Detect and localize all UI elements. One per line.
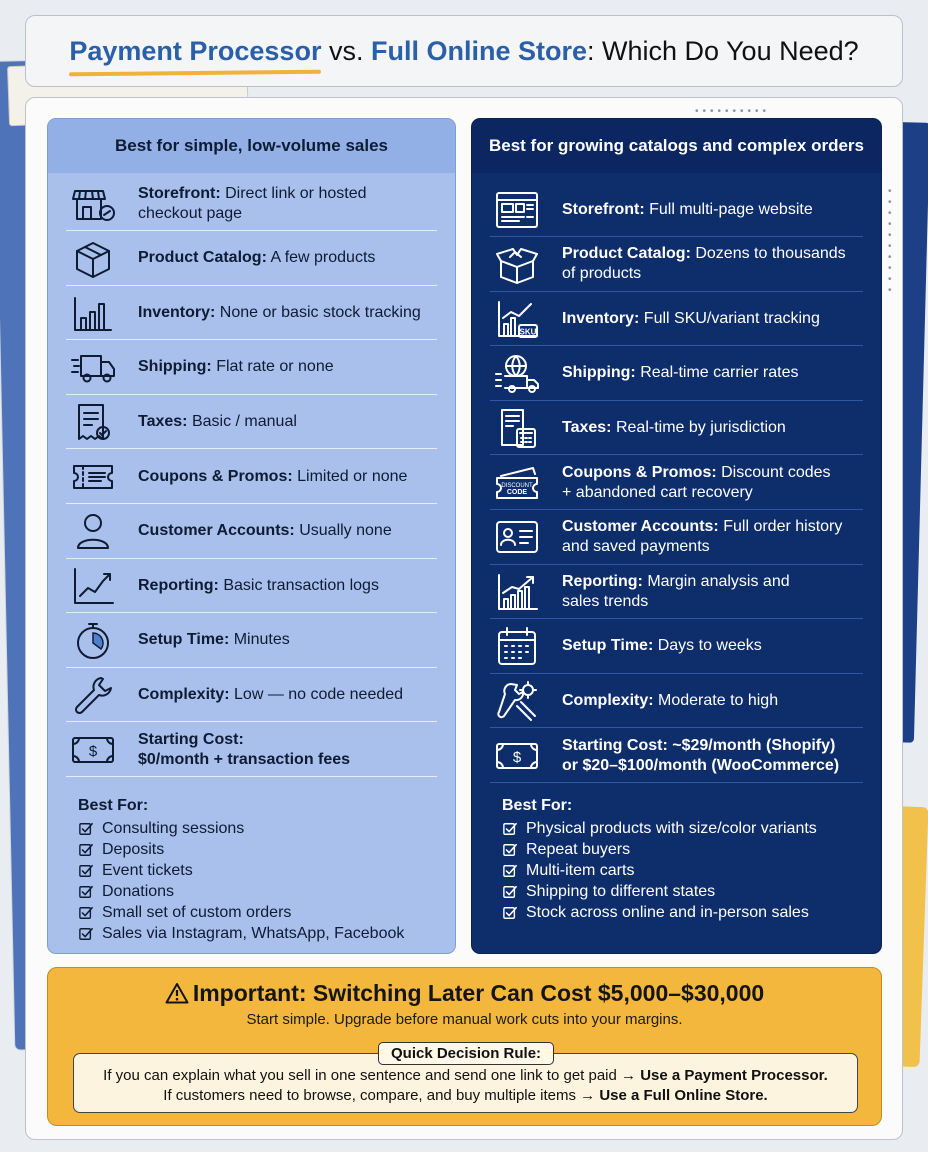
row-icon-wrap bbox=[70, 345, 122, 389]
row-value: Basic / manual bbox=[187, 412, 297, 430]
stopwatch-icon bbox=[70, 619, 116, 661]
row-label: Shipping: bbox=[562, 364, 636, 382]
row-icon-wrap bbox=[70, 455, 122, 499]
row-value: A few products bbox=[266, 249, 376, 267]
row-value: Basic transaction logs bbox=[218, 576, 379, 594]
left-best-for-item bbox=[78, 902, 404, 923]
checkbox-checked-icon bbox=[502, 906, 518, 920]
checkbox-checked-icon bbox=[78, 843, 94, 857]
row-label: Reporting: bbox=[562, 572, 643, 590]
row-text bbox=[546, 572, 790, 612]
left-best-for-item bbox=[78, 923, 404, 944]
row-icon-wrap bbox=[70, 673, 122, 717]
decorative-dots-top: •••••••••• bbox=[695, 106, 771, 117]
right-panel-header: Best for growing catalogs and complex orders bbox=[472, 119, 881, 173]
rule-line-1-text: If you can explain what you sell in one sentence and send one link to get paid → bbox=[103, 1067, 641, 1084]
box-icon bbox=[70, 237, 116, 279]
row-icon-wrap bbox=[70, 291, 122, 335]
row-label: Customer Accounts: bbox=[562, 518, 719, 536]
row-label: Coupons & Promos: bbox=[138, 467, 293, 485]
decision-rule-label: Quick Decision Rule: bbox=[378, 1042, 554, 1065]
right-row-3 bbox=[490, 292, 863, 346]
best-for-text: Physical products with size/color variants bbox=[526, 820, 817, 837]
right-row-1 bbox=[490, 183, 863, 237]
row-text bbox=[546, 463, 831, 503]
row-value: Full SKU/variant tracking bbox=[639, 309, 820, 327]
row-label: Product Catalog: bbox=[138, 249, 267, 267]
row-text bbox=[122, 630, 290, 650]
wrench-icon bbox=[70, 674, 116, 716]
warning-triangle-icon bbox=[165, 982, 189, 1004]
row-text bbox=[546, 636, 762, 656]
svg-text:DISCOUNT: DISCOUNT bbox=[501, 482, 533, 489]
best-for-text: Sales via Instagram, WhatsApp, Facebook bbox=[102, 925, 405, 942]
row-value: Real-time carrier rates bbox=[635, 364, 799, 382]
row-value-2: of products bbox=[562, 265, 642, 283]
discount-code-icon bbox=[494, 462, 540, 504]
right-best-for-title: Best For: bbox=[502, 797, 573, 814]
row-value-2: $0/month + transaction fees bbox=[138, 750, 351, 768]
row-label: Complexity: bbox=[562, 691, 654, 709]
row-text bbox=[546, 200, 813, 220]
right-row-6 bbox=[490, 456, 863, 510]
sku-chart-icon bbox=[494, 298, 540, 340]
best-for-text: Multi-item carts bbox=[526, 862, 635, 879]
best-for-text: Shipping to different states bbox=[526, 883, 716, 900]
row-icon-wrap bbox=[494, 679, 546, 723]
checkbox-checked-icon bbox=[502, 864, 518, 878]
right-row-4 bbox=[490, 347, 863, 401]
row-label: Shipping: bbox=[138, 358, 212, 376]
row-icon-wrap bbox=[70, 728, 122, 772]
left-row-6 bbox=[66, 450, 437, 504]
warning-banner bbox=[47, 967, 882, 1126]
row-label: Starting Cost: bbox=[138, 730, 244, 748]
truck-icon bbox=[70, 346, 116, 388]
right-best-for-item bbox=[502, 881, 817, 902]
row-label: Taxes: bbox=[562, 418, 612, 436]
row-text bbox=[546, 309, 820, 329]
left-row-1 bbox=[66, 177, 437, 231]
right-row-9 bbox=[490, 620, 863, 674]
tax-calculator-icon bbox=[494, 407, 540, 449]
row-value: Full multi-page website bbox=[644, 200, 813, 218]
right-row-10 bbox=[490, 674, 863, 728]
best-for-text: Small set of custom orders bbox=[102, 904, 292, 921]
receipt-check-icon bbox=[70, 401, 116, 443]
row-value: Limited or none bbox=[292, 467, 408, 485]
checkbox-checked-icon bbox=[502, 885, 518, 899]
trend-line-icon bbox=[70, 565, 116, 607]
right-row-5 bbox=[490, 401, 863, 455]
checkbox-checked-icon bbox=[78, 906, 94, 920]
decision-rule-line-2 bbox=[74, 1086, 857, 1106]
row-icon-wrap bbox=[70, 564, 122, 608]
row-text bbox=[546, 363, 798, 383]
row-label: Inventory: bbox=[138, 303, 216, 321]
left-best-for-item bbox=[78, 860, 404, 881]
row-value: Direct link or hosted bbox=[220, 184, 367, 202]
rule-line-2-text: If customers need to browse, compare, and buy multiple items → bbox=[163, 1087, 600, 1104]
rule-line-2-bold: Use a Full Online Store. bbox=[599, 1087, 768, 1104]
rule-line-1-bold: Use a Payment Processor. bbox=[640, 1067, 828, 1084]
row-value: Flat rate or none bbox=[211, 358, 334, 376]
row-icon-wrap bbox=[494, 406, 546, 450]
row-icon-wrap bbox=[494, 734, 546, 778]
website-icon bbox=[494, 189, 540, 231]
best-for-text: Deposits bbox=[102, 841, 165, 858]
title-vs: vs. bbox=[321, 35, 371, 66]
row-icon-wrap bbox=[494, 242, 546, 286]
left-best-for bbox=[78, 795, 404, 944]
row-icon-wrap bbox=[70, 236, 122, 280]
row-value-2: or $20–$100/month (WooCommerce) bbox=[562, 756, 840, 774]
row-icon-wrap bbox=[70, 618, 122, 662]
svg-text:SKU: SKU bbox=[519, 327, 537, 337]
checkbox-checked-icon bbox=[78, 864, 94, 878]
best-for-text: Donations bbox=[102, 883, 175, 900]
warning-subtitle: Start simple. Upgrade before manual work cuts into your margins. bbox=[246, 1011, 683, 1028]
storefront-link-icon bbox=[70, 183, 116, 225]
right-best-for-item bbox=[502, 902, 817, 923]
left-row-3 bbox=[66, 286, 437, 340]
row-label: Storefront: bbox=[138, 184, 221, 202]
left-panel-header: Best for simple, low-volume sales bbox=[48, 119, 455, 173]
row-value-2: sales trends bbox=[562, 592, 649, 610]
globe-truck-icon bbox=[494, 352, 540, 394]
row-icon-wrap bbox=[494, 351, 546, 395]
row-text bbox=[122, 685, 403, 705]
full-online-store-panel bbox=[471, 118, 882, 954]
title-full-online-store: Full Online Store bbox=[370, 35, 587, 66]
decorative-dots-side: • • • • • • • • • • bbox=[888, 186, 892, 296]
dollar-bill-icon bbox=[70, 729, 116, 771]
row-icon-wrap bbox=[70, 182, 122, 226]
row-icon-wrap bbox=[494, 188, 546, 232]
row-icon-wrap bbox=[70, 509, 122, 553]
id-card-icon bbox=[494, 516, 540, 558]
decision-rule-line-1 bbox=[74, 1066, 857, 1086]
svg-text:CODE: CODE bbox=[506, 488, 528, 496]
right-best-for bbox=[502, 795, 817, 923]
right-best-for-item bbox=[502, 818, 817, 839]
user-icon bbox=[70, 510, 116, 552]
warning-title bbox=[48, 980, 881, 1007]
row-value: Low — no code needed bbox=[229, 685, 404, 703]
svg-text:$: $ bbox=[88, 742, 98, 760]
left-row-2 bbox=[66, 232, 437, 286]
row-value-2: and saved payments bbox=[562, 538, 710, 556]
left-best-for-item bbox=[78, 839, 404, 860]
svg-text:$: $ bbox=[512, 748, 522, 766]
best-for-text: Consulting sessions bbox=[102, 820, 245, 837]
checkbox-checked-icon bbox=[502, 843, 518, 857]
row-text bbox=[122, 248, 375, 268]
row-text bbox=[122, 357, 334, 377]
right-best-for-item bbox=[502, 839, 817, 860]
row-label: Product Catalog: bbox=[562, 245, 691, 263]
best-for-text: Event tickets bbox=[102, 862, 193, 879]
left-best-for-item bbox=[78, 881, 404, 902]
left-best-for-title: Best For: bbox=[78, 797, 149, 814]
right-row-8 bbox=[490, 565, 863, 619]
row-value: Usually none bbox=[294, 522, 392, 540]
row-label: Starting Cost: ~$29/month (Shopify) bbox=[562, 736, 836, 754]
row-text bbox=[122, 184, 367, 224]
checkbox-checked-icon bbox=[78, 822, 94, 836]
right-row-2 bbox=[490, 238, 863, 292]
row-text bbox=[546, 244, 846, 284]
row-label: Inventory: bbox=[562, 309, 640, 327]
row-label: Storefront: bbox=[562, 200, 645, 218]
title-question: : Which Do You Need? bbox=[586, 35, 859, 66]
row-text bbox=[546, 418, 786, 438]
row-text bbox=[122, 730, 350, 770]
row-value: Moderate to high bbox=[653, 691, 779, 709]
calendar-icon bbox=[494, 625, 540, 667]
best-for-text: Stock across online and in-person sales bbox=[526, 904, 809, 921]
left-row-7 bbox=[66, 505, 437, 559]
row-icon-wrap bbox=[494, 570, 546, 614]
page-title bbox=[25, 15, 903, 87]
row-label: Taxes: bbox=[138, 412, 188, 430]
row-value-2: checkout page bbox=[138, 204, 243, 222]
row-value: Days to weeks bbox=[653, 637, 762, 655]
row-text bbox=[546, 736, 839, 776]
left-row-4 bbox=[66, 341, 437, 395]
open-box-icon bbox=[494, 243, 540, 285]
title-payment-processor: Payment Processor bbox=[69, 35, 322, 66]
growth-chart-icon bbox=[494, 571, 540, 613]
best-for-text: Repeat buyers bbox=[526, 841, 631, 858]
right-best-for-item bbox=[502, 860, 817, 881]
right-row-11 bbox=[490, 729, 863, 783]
row-text bbox=[122, 576, 379, 596]
checkbox-checked-icon bbox=[78, 885, 94, 899]
left-best-for-item bbox=[78, 818, 404, 839]
right-row-7 bbox=[490, 511, 863, 565]
checkbox-checked-icon bbox=[78, 927, 94, 941]
ticket-icon bbox=[70, 456, 116, 498]
row-value: Dozens to thousands bbox=[690, 245, 846, 263]
row-icon-wrap bbox=[494, 461, 546, 505]
row-icon-wrap bbox=[494, 624, 546, 668]
checkbox-checked-icon bbox=[502, 822, 518, 836]
left-row-9 bbox=[66, 614, 437, 668]
row-label: Setup Time: bbox=[562, 637, 654, 655]
row-label: Complexity: bbox=[138, 685, 230, 703]
warning-title-text: Important: Switching Later Can Cost $5,000–$30,000 bbox=[192, 980, 765, 1006]
row-icon-wrap bbox=[494, 297, 546, 341]
row-label: Customer Accounts: bbox=[138, 522, 295, 540]
row-label: Reporting: bbox=[138, 576, 219, 594]
row-value: Full order history bbox=[718, 518, 843, 536]
left-row-5 bbox=[66, 395, 437, 449]
row-value-2: + abandoned cart recovery bbox=[562, 483, 753, 501]
row-icon-wrap bbox=[70, 400, 122, 444]
payment-processor-panel bbox=[47, 118, 456, 954]
row-text bbox=[122, 412, 297, 432]
bar-chart-icon bbox=[70, 292, 116, 334]
row-value: None or basic stock tracking bbox=[215, 303, 421, 321]
row-value: Discount codes bbox=[716, 463, 831, 481]
row-text bbox=[122, 521, 392, 541]
tools-gear-icon bbox=[494, 680, 540, 722]
row-value: Margin analysis and bbox=[642, 572, 790, 590]
left-row-11 bbox=[66, 723, 437, 777]
row-text bbox=[122, 467, 407, 487]
row-value: Real-time by jurisdiction bbox=[611, 418, 786, 436]
row-label: Coupons & Promos: bbox=[562, 463, 717, 481]
row-text bbox=[546, 691, 778, 711]
row-label: Setup Time: bbox=[138, 631, 230, 649]
row-text bbox=[122, 303, 421, 323]
row-text bbox=[546, 517, 842, 557]
row-value: Minutes bbox=[229, 631, 290, 649]
row-icon-wrap bbox=[494, 515, 546, 559]
left-row-8 bbox=[66, 559, 437, 613]
left-row-10 bbox=[66, 668, 437, 722]
dollar-bill-icon bbox=[494, 735, 540, 777]
